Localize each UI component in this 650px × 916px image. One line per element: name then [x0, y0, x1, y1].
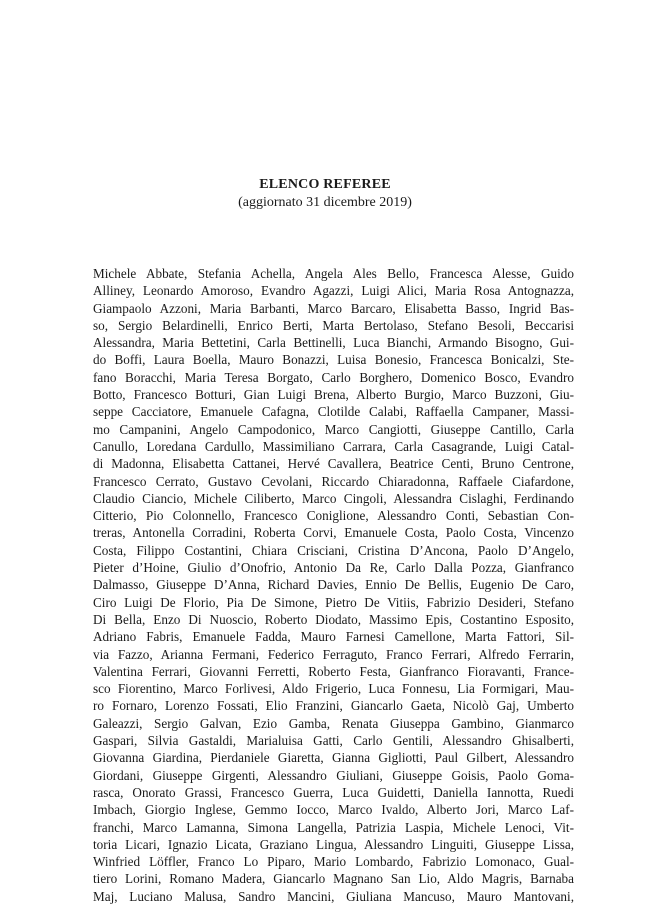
text-line: ro Fornaro, Lorenzo Fossati, Elio Franzini, Giancarlo Gaeta, Nicolò Gaj, Umberto — [93, 698, 574, 714]
text-line: treras, Antonella Corradini, Roberta Corvi, Emanuele Costa, Paolo Costa, Vincenzo — [93, 525, 574, 541]
text-line: Valentina Ferrari, Giovanni Ferretti, Roberto Festa, Gianfranco Fioravanti, France- — [93, 663, 574, 679]
page-subtitle: (aggiornato 31 dicembre 2019) — [238, 195, 412, 210]
text-line: Giovanna Giardina, Pierdaniele Giaretta, Gianna Gigliotti, Paul Gilbert, Alessandro — [93, 750, 574, 766]
text-line: Canullo, Loredana Cardullo, Massimiliano Carrara, Carla Casagrande, Luigi Catal- — [93, 438, 574, 454]
text-line: do Boffi, Laura Boella, Mauro Bonazzi, Luisa Bonesio, Francesca Bonicalzi, Ste- — [93, 352, 574, 368]
text-line: so, Sergio Belardinelli, Enrico Berti, Marta Bertolaso, Stefano Besoli, Beccarisi — [93, 317, 574, 333]
referee-list — [93, 265, 574, 905]
text-line: Costa, Filippo Costantini, Chiara Crisciani, Cristina D’Ancona, Paolo D’Angelo, — [93, 542, 574, 558]
page-title: ELENCO REFEREE — [259, 177, 391, 192]
text-line: Alessandra, Maria Bettetini, Carla Bettinelli, Luca Bianchi, Armando Bisogno, Gui- — [93, 335, 574, 351]
text-line: rasca, Onorato Grassi, Francesco Guerra, Luca Guidetti, Daniella Iannotta, Ruedi — [93, 784, 574, 800]
text-line: fano Boracchi, Maria Teresa Borgato, Carlo Borghero, Domenico Bosco, Evandro — [93, 369, 574, 385]
text-line: mo Campanini, Angelo Campodonico, Marco Cangiotti, Giuseppe Cantillo, Carla — [93, 421, 574, 437]
header — [0, 177, 650, 211]
text-line: Francesco Cerrato, Gustavo Cevolani, Riccardo Chiaradonna, Raffaele Ciafardone, — [93, 473, 574, 489]
text-line: Imbach, Giorgio Inglese, Gemmo Iocco, Marco Ivaldo, Alberto Jori, Marco Laf- — [93, 802, 574, 818]
text-line: Alliney, Leonardo Amoroso, Evandro Agazzi, Luigi Alici, Maria Rosa Antognazza, — [93, 283, 574, 299]
text-line: toria Licari, Ignazio Licata, Graziano Lingua, Alessandro Linguiti, Giuseppe Lissa, — [93, 836, 574, 852]
text-line: Galeazzi, Sergio Galvan, Ezio Gamba, Renata Giuseppa Gambino, Gianmarco — [93, 715, 574, 731]
text-line: Botto, Francesco Botturi, Gian Luigi Brena, Alberto Burgio, Marco Buzzoni, Giu- — [93, 387, 574, 403]
text-line: tiero Lorini, Romano Madera, Giancarlo Magnano San Lio, Aldo Magris, Barnaba — [93, 871, 574, 887]
text-line: via Fazzo, Arianna Fermani, Federico Ferraguto, Franco Ferrari, Alfredo Ferrarin, — [93, 646, 574, 662]
text-line: Citterio, Pio Colonnello, Francesco Coniglione, Alessandro Conti, Sebastian Con- — [93, 508, 574, 524]
text-line: Gaspari, Silvia Gastaldi, Marialuisa Gatti, Carlo Gentili, Alessandro Ghisalberti, — [93, 733, 574, 749]
text-line: Dalmasso, Giuseppe D’Anna, Richard Davies, Ennio De Bellis, Eugenio De Caro, — [93, 577, 574, 593]
text-line: Claudio Ciancio, Michele Ciliberto, Marco Cingoli, Alessandra Cislaghi, Ferdinando — [93, 490, 574, 506]
text-line: franchi, Marco Lamanna, Simona Langella, Patrizia Laspia, Michele Lenoci, Vit- — [93, 819, 574, 835]
text-line: Pieter d’Hoine, Giulio d’Onofrio, Antonio Da Re, Carlo Dalla Pozza, Gianfranco — [93, 560, 574, 576]
text-line: seppe Cacciatore, Emanuele Cafagna, Clotilde Calabi, Raffaella Campaner, Massi- — [93, 404, 574, 420]
text-line: di Madonna, Elisabetta Cattanei, Hervé Cavallera, Beatrice Centi, Bruno Centrone, — [93, 456, 574, 472]
text-line: Maj, Luciano Malusa, Sandro Mancini, Giuliana Mancuso, Mauro Mantovani, — [93, 888, 574, 904]
text-line: Di Bella, Enzo Di Nuoscio, Roberto Diodato, Massimo Epis, Costantino Esposito, — [93, 611, 574, 627]
text-line: Giordani, Giuseppe Girgenti, Alessandro Giuliani, Giuseppe Goisis, Paolo Goma- — [93, 767, 574, 783]
text-line: Winfried Löffler, Franco Lo Piparo, Mario Lombardo, Fabrizio Lomonaco, Gual- — [93, 854, 574, 870]
text-line: sco Fiorentino, Marco Forlivesi, Aldo Frigerio, Luca Fonnesu, Lia Formigari, Mau- — [93, 681, 574, 697]
text-line: Adriano Fabris, Emanuele Fadda, Mauro Farnesi Camellone, Marta Fattori, Sil- — [93, 629, 574, 645]
text-line: Giampaolo Azzoni, Maria Barbanti, Marco Barcaro, Elisabetta Basso, Ingrid Bas- — [93, 300, 574, 316]
text-line: Michele Abbate, Stefania Achella, Angela Ales Bello, Francesca Alesse, Guido — [93, 266, 574, 281]
text-line: Ciro Luigi De Florio, Pia De Simone, Pietro De Vitiis, Fabrizio Desideri, Stefano — [93, 594, 574, 610]
